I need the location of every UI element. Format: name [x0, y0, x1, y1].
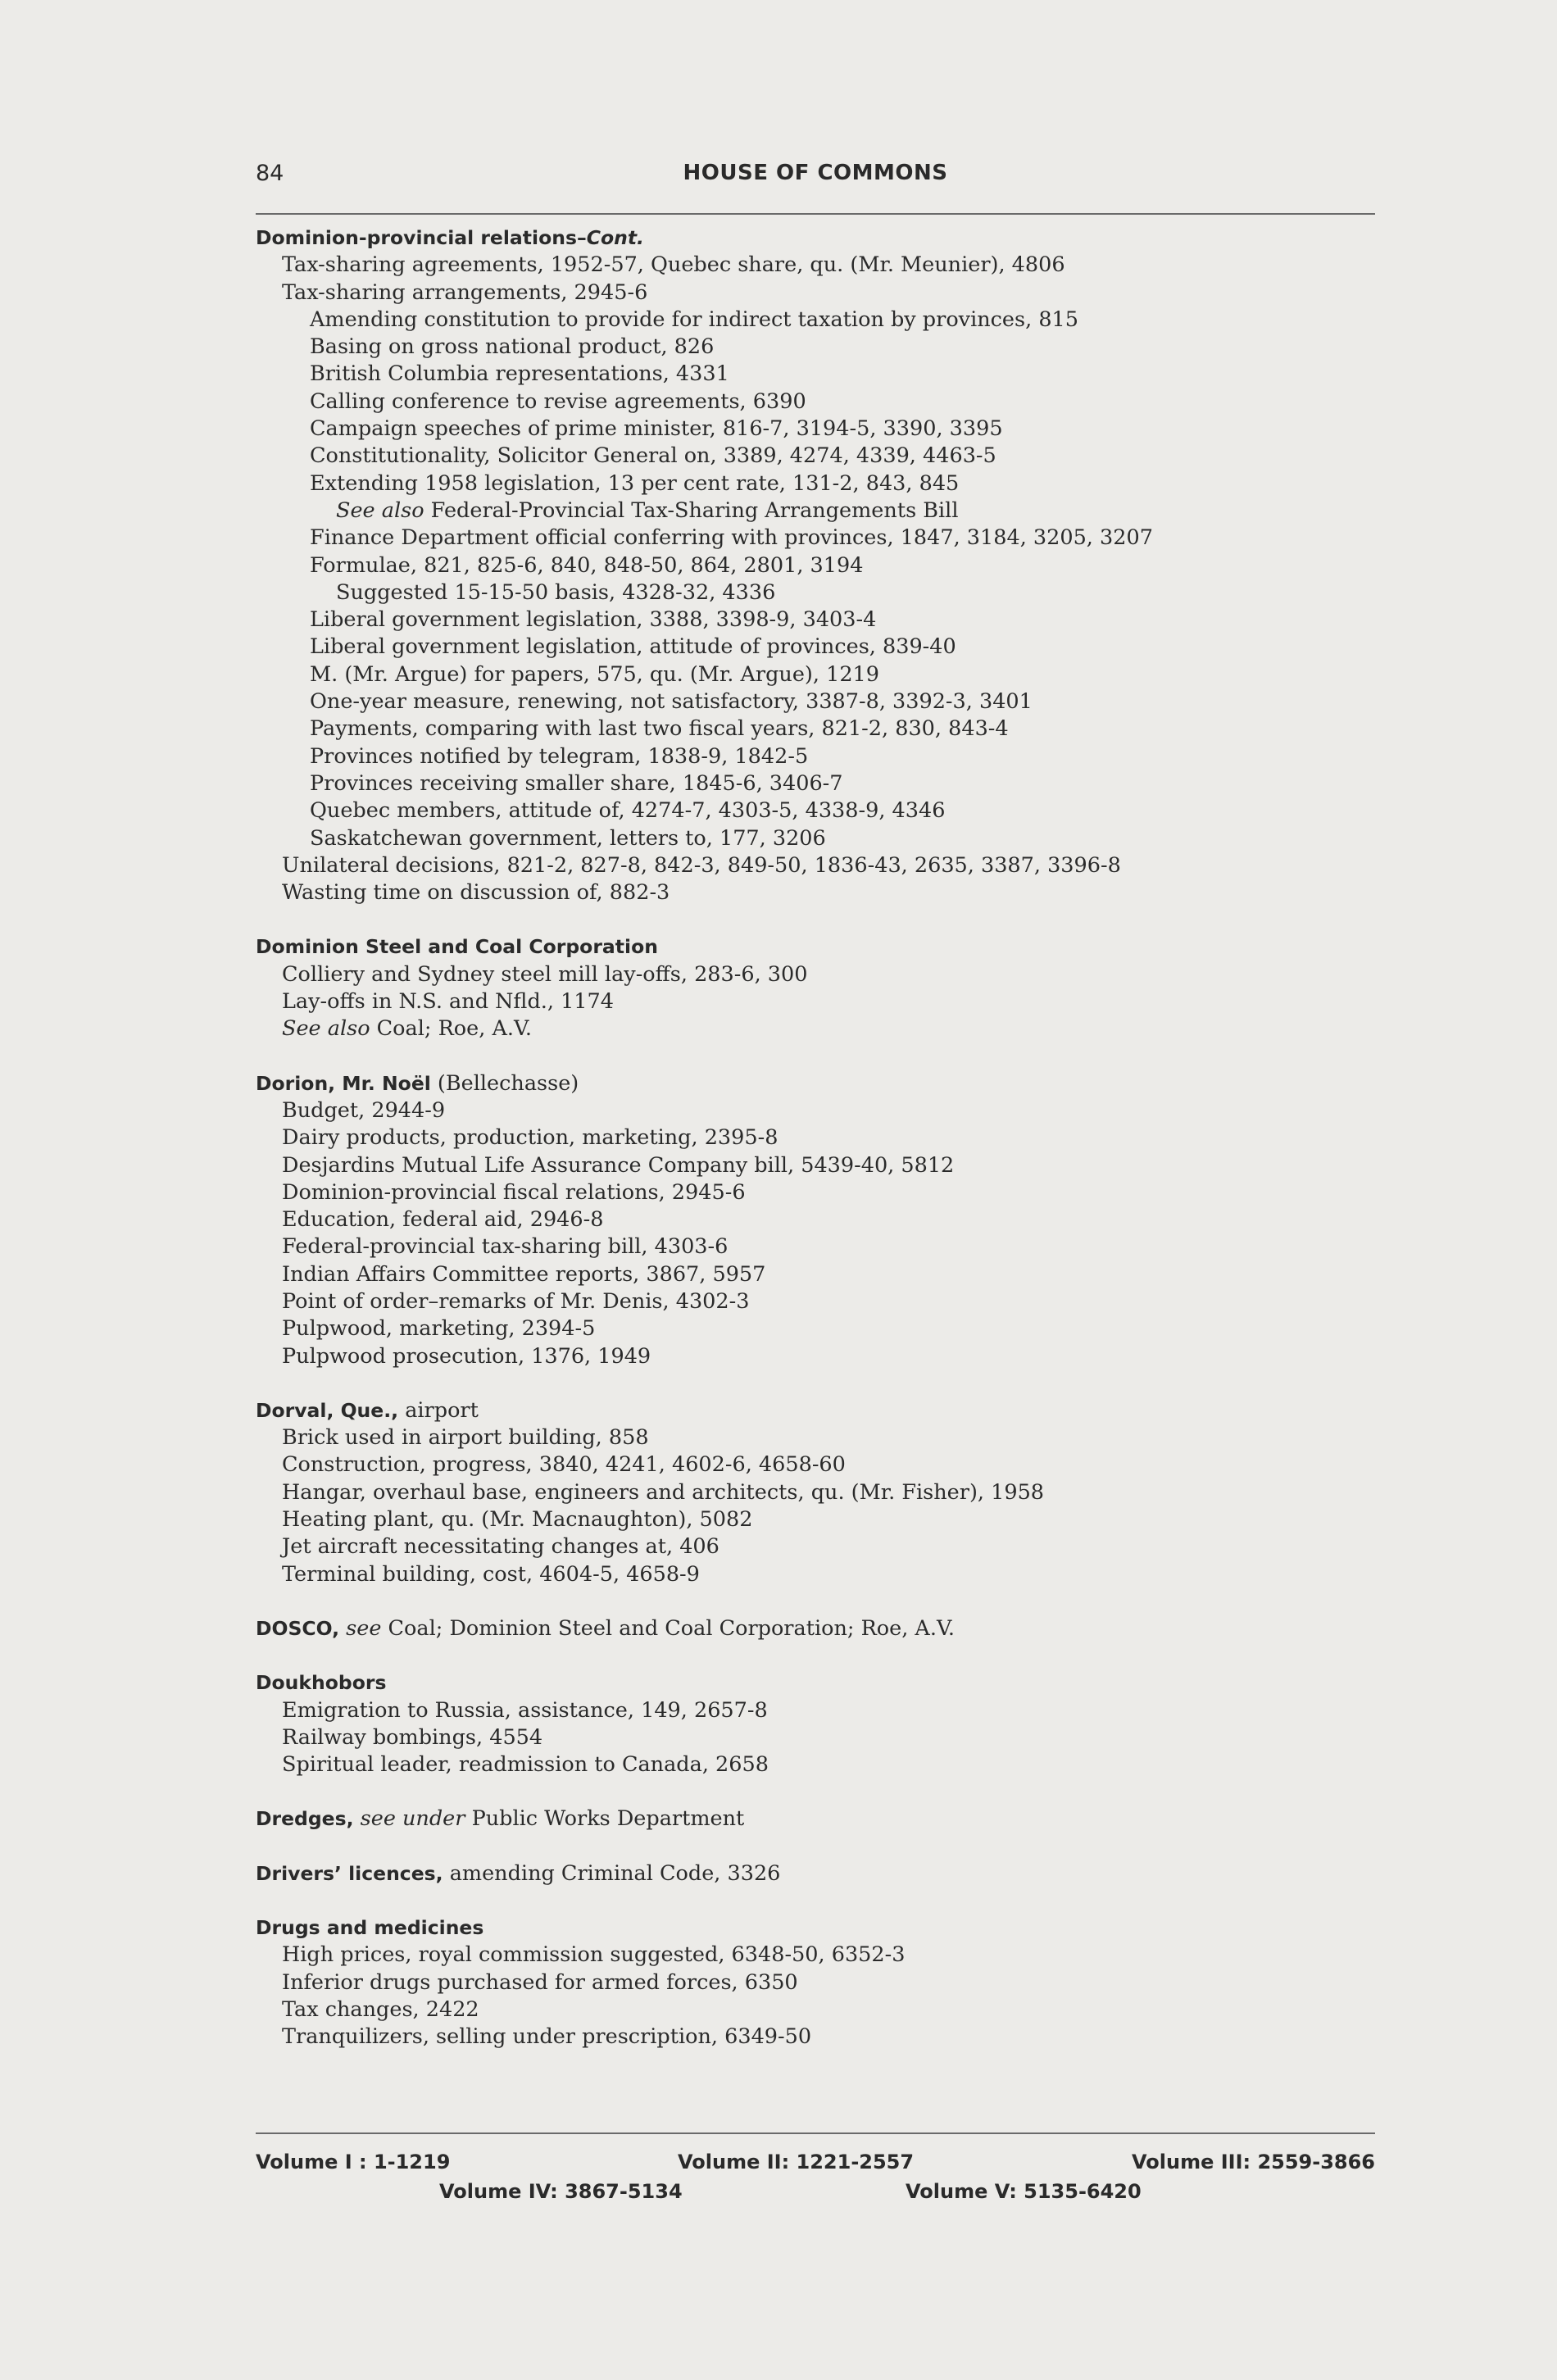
- index-subentry: [256, 1424, 1375, 1451]
- subentry-text: Indian Affairs Committee reports, 3867, 5957: [282, 1261, 766, 1287]
- volume-3-range: Volume III: 2559-3866: [1132, 2151, 1375, 2173]
- subentry-text: Wasting time on discussion of, 882-3: [282, 880, 670, 906]
- index-subentry: [256, 1942, 1375, 1969]
- header-rule: [256, 213, 1375, 215]
- subentry-text: Liberal government legislation, attitude of provinces, 839-40: [310, 634, 956, 660]
- index-subentry: [256, 1751, 1375, 1778]
- entry-spacer: [256, 1588, 1375, 1615]
- subentry-text: Budget, 2944-9: [282, 1097, 446, 1123]
- index-subentry: [256, 1315, 1375, 1342]
- index-subentry: [256, 1097, 1375, 1124]
- subentry-text: High prices, royal commission suggested, 6348-50, 6352-3: [282, 1942, 906, 1968]
- heading-term: Dominion-provincial relations–: [256, 226, 587, 249]
- index-subentry: [256, 1206, 1375, 1233]
- subentry-text: Inferior drugs purchased for armed forces, 6350: [282, 1969, 798, 1995]
- subentry-text: Unilateral decisions, 821-2, 827-8, 842-3, 849-50, 1836-43, 2635, 3387, 3396-8: [282, 852, 1121, 878]
- index-subentry: [256, 334, 1375, 361]
- entry-spacer: [256, 1370, 1375, 1397]
- subentry-text: Point of order–remarks of Mr. Denis, 4302-3: [282, 1288, 750, 1314]
- index-subentry: [256, 1724, 1375, 1751]
- index-subentry: [256, 852, 1375, 879]
- subentry-text: Emigration to Russia, assistance, 149, 2657-8: [282, 1697, 768, 1723]
- footer-rule: [256, 2132, 1375, 2134]
- index-heading: [256, 1615, 1375, 1642]
- index-subentry: [256, 661, 1375, 688]
- index-subentry: [256, 961, 1375, 988]
- subentry-text: Colliery and Sydney steel mill lay-offs, 283-6, 300: [282, 961, 808, 987]
- index-subentry: [256, 715, 1375, 743]
- index-subentry: [256, 1561, 1375, 1588]
- subentry-text: Finance Department official conferring with provinces, 1847, 3184, 3205, 3207: [310, 525, 1153, 551]
- index-heading: [256, 933, 1375, 961]
- subentry-text: Tax-sharing agreements, 1952-57, Quebec share, qu. (Mr. Meunier), 4806: [282, 252, 1065, 278]
- index-subentry: [256, 361, 1375, 388]
- index-subentry: [256, 1015, 1375, 1042]
- entry-spacer: [256, 1778, 1375, 1805]
- index-subentry: [256, 1261, 1375, 1288]
- subentry-text: Jet aircraft necessitating changes at, 406: [282, 1534, 719, 1560]
- index-subentry: [256, 525, 1375, 552]
- index-subentry: [256, 1533, 1375, 1560]
- heading-cross-ref: see under: [353, 1806, 465, 1832]
- index-subentry: [256, 416, 1375, 443]
- subentry-text: Federal-Provincial Tax-Sharing Arrangements Bill: [424, 497, 959, 523]
- volume-5-range: Volume V: 5135-6420: [906, 2180, 1142, 2203]
- index-subentry: [256, 688, 1375, 715]
- volume-1-range: Volume I : 1-1219: [256, 2151, 451, 2173]
- subentry-text: Lay-offs in N.S. and Nfld., 1174: [282, 989, 614, 1015]
- volume-footer: [256, 2151, 1375, 2216]
- index-subentry: [256, 1996, 1375, 2023]
- index-subentry: [256, 443, 1375, 470]
- subentry-text: Suggested 15-15-50 basis, 4328-32, 4336: [336, 579, 776, 605]
- heading-detail: (Bellechasse): [430, 1070, 579, 1096]
- subentry-text: Tax changes, 2422: [282, 1996, 479, 2022]
- subentry-text: Construction, progress, 3840, 4241, 4602-6, 4658-60: [282, 1452, 846, 1478]
- index-heading: [256, 1397, 1375, 1424]
- subentry-text: Heating plant, qu. (Mr. Macnaughton), 5082: [282, 1507, 753, 1533]
- heading-term: Dredges,: [256, 1807, 354, 1831]
- page-number: 84: [256, 161, 284, 186]
- subentry-text: Coal; Roe, A.V.: [370, 1016, 533, 1042]
- subentry-text: Amending constitution to provide for indirect taxation by provinces, 815: [310, 307, 1078, 332]
- subentry-text: Campaign speeches of prime minister, 816-7, 3194-5, 3390, 3395: [310, 416, 1003, 442]
- index-subentry: [256, 825, 1375, 852]
- subentry-text: Pulpwood, marketing, 2394-5: [282, 1316, 596, 1342]
- index-heading: [256, 1070, 1375, 1097]
- see-also-label: See also: [282, 1016, 370, 1042]
- index-subentry: [256, 1233, 1375, 1260]
- running-title: HOUSE OF COMMONS: [683, 161, 948, 185]
- index-subentry: [256, 606, 1375, 634]
- index-subentry: [256, 388, 1375, 416]
- index-subentry: [256, 1152, 1375, 1179]
- heading-detail: amending Criminal Code, 3326: [443, 1860, 781, 1886]
- subentry-text: Brick used in airport building, 858: [282, 1425, 649, 1451]
- heading-cross-ref: see: [339, 1615, 382, 1641]
- index-subentry: [256, 279, 1375, 307]
- heading-term: Dorval, Que.,: [256, 1398, 399, 1422]
- index-subentry: [256, 1288, 1375, 1315]
- index-subentry: [256, 579, 1375, 606]
- heading-term: DOSCO,: [256, 1616, 340, 1640]
- subentry-text: One-year measure, renewing, not satisfactory, 3387-8, 3392-3, 3401: [310, 689, 1033, 715]
- index-subentry: [256, 1451, 1375, 1478]
- index-heading: [256, 1914, 1375, 1942]
- index-heading: [256, 1860, 1375, 1887]
- entry-spacer: [256, 1043, 1375, 1070]
- heading-term: Drivers’ licences,: [256, 1861, 443, 1885]
- index-subentry: [256, 1124, 1375, 1151]
- index-subentry: [256, 770, 1375, 797]
- index-subentry: [256, 1179, 1375, 1206]
- heading-term: Dorion, Mr. Noël: [256, 1071, 431, 1095]
- subentry-text: Hangar, overhaul base, engineers and architects, qu. (Mr. Fisher), 1958: [282, 1479, 1045, 1505]
- index-subentry: [256, 252, 1375, 279]
- entry-spacer: [256, 1887, 1375, 1914]
- subentry-text: Desjardins Mutual Life Assurance Company bill, 5439-40, 5812: [282, 1152, 955, 1178]
- subentry-text: Federal-provincial tax-sharing bill, 4303-6: [282, 1234, 729, 1260]
- index-subentry: [256, 1343, 1375, 1370]
- subentry-text: Quebec members, attitude of, 4274-7, 4303-5, 4338-9, 4346: [310, 798, 946, 824]
- subentry-text: Tax-sharing arrangements, 2945-6: [282, 279, 648, 305]
- heading-term: Doukhobors: [256, 1671, 387, 1695]
- subentry-text: Payments, comparing with last two fiscal years, 821-2, 830, 843-4: [310, 716, 1009, 742]
- entry-spacer: [256, 1833, 1375, 1860]
- subentry-text: Basing on gross national product, 826: [310, 334, 715, 360]
- subentry-text: Education, federal aid, 2946-8: [282, 1207, 604, 1233]
- index-subentry: [256, 470, 1375, 497]
- subentry-text: Spiritual leader, readmission to Canada, 2658: [282, 1752, 769, 1778]
- subentry-text: Liberal government legislation, 3388, 3398-9, 3403-4: [310, 607, 877, 633]
- heading-detail: Public Works Department: [465, 1806, 745, 1832]
- subentry-text: Dairy products, production, marketing, 2395-8: [282, 1125, 778, 1151]
- index-heading: [256, 1669, 1375, 1696]
- index-subentry: [256, 1479, 1375, 1506]
- subentry-text: M. (Mr. Argue) for papers, 575, qu. (Mr. Argue), 1219: [310, 661, 879, 687]
- index-subentry: [256, 1697, 1375, 1724]
- volume-2-range: Volume II: 1221-2557: [678, 2151, 915, 2173]
- see-also-label: See also: [336, 497, 424, 523]
- index-subentry: [256, 634, 1375, 661]
- subentry-text: Saskatchewan government, letters to, 177, 3206: [310, 825, 826, 851]
- index-body: [256, 225, 1375, 2051]
- index-subentry: [256, 307, 1375, 334]
- index-subentry: [256, 552, 1375, 579]
- subentry-text: Railway bombings, 4554: [282, 1724, 543, 1750]
- index-subentry: [256, 1506, 1375, 1533]
- index-heading: [256, 1805, 1375, 1833]
- subentry-text: Pulpwood prosecution, 1376, 1949: [282, 1343, 651, 1369]
- heading-detail: Coal; Dominion Steel and Coal Corporation; Roe, A.V.: [381, 1615, 956, 1641]
- subentry-text: Provinces notified by telegram, 1838-9, 1842-5: [310, 743, 809, 769]
- subentry-text: Constitutionality, Solicitor General on, 3389, 4274, 4339, 4463-5: [310, 443, 996, 469]
- index-subentry: [256, 497, 1375, 525]
- heading-term: Dominion Steel and Coal Corporation: [256, 935, 658, 959]
- index-subentry: [256, 2023, 1375, 2051]
- entry-spacer: [256, 1642, 1375, 1669]
- subentry-text: British Columbia representations, 4331: [310, 361, 729, 387]
- heading-detail: airport: [398, 1397, 479, 1423]
- page-header: [256, 161, 1375, 193]
- index-subentry: [256, 743, 1375, 770]
- heading-continued: Cont.: [586, 226, 644, 249]
- subentry-text: Dominion-provincial fiscal relations, 2945-6: [282, 1179, 746, 1205]
- index-subentry: [256, 1969, 1375, 1996]
- heading-term: Drugs and medicines: [256, 1916, 484, 1940]
- subentry-text: Terminal building, cost, 4604-5, 4658-9: [282, 1561, 700, 1587]
- subentry-text: Extending 1958 legislation, 13 per cent rate, 131-2, 843, 845: [310, 470, 960, 496]
- subentry-text: Tranquilizers, selling under prescription, 6349-50: [282, 2024, 812, 2050]
- index-heading: [256, 225, 1375, 252]
- index-subentry: [256, 797, 1375, 824]
- subentry-text: Calling conference to revise agreements, 6390: [310, 388, 806, 414]
- subentry-text: Provinces receiving smaller share, 1845-6, 3406-7: [310, 770, 843, 796]
- index-subentry: [256, 988, 1375, 1015]
- entry-spacer: [256, 906, 1375, 933]
- subentry-text: Formulae, 821, 825-6, 840, 848-50, 864, 2801, 3194: [310, 552, 864, 578]
- volume-4-range: Volume IV: 3867-5134: [439, 2180, 683, 2203]
- index-subentry: [256, 879, 1375, 906]
